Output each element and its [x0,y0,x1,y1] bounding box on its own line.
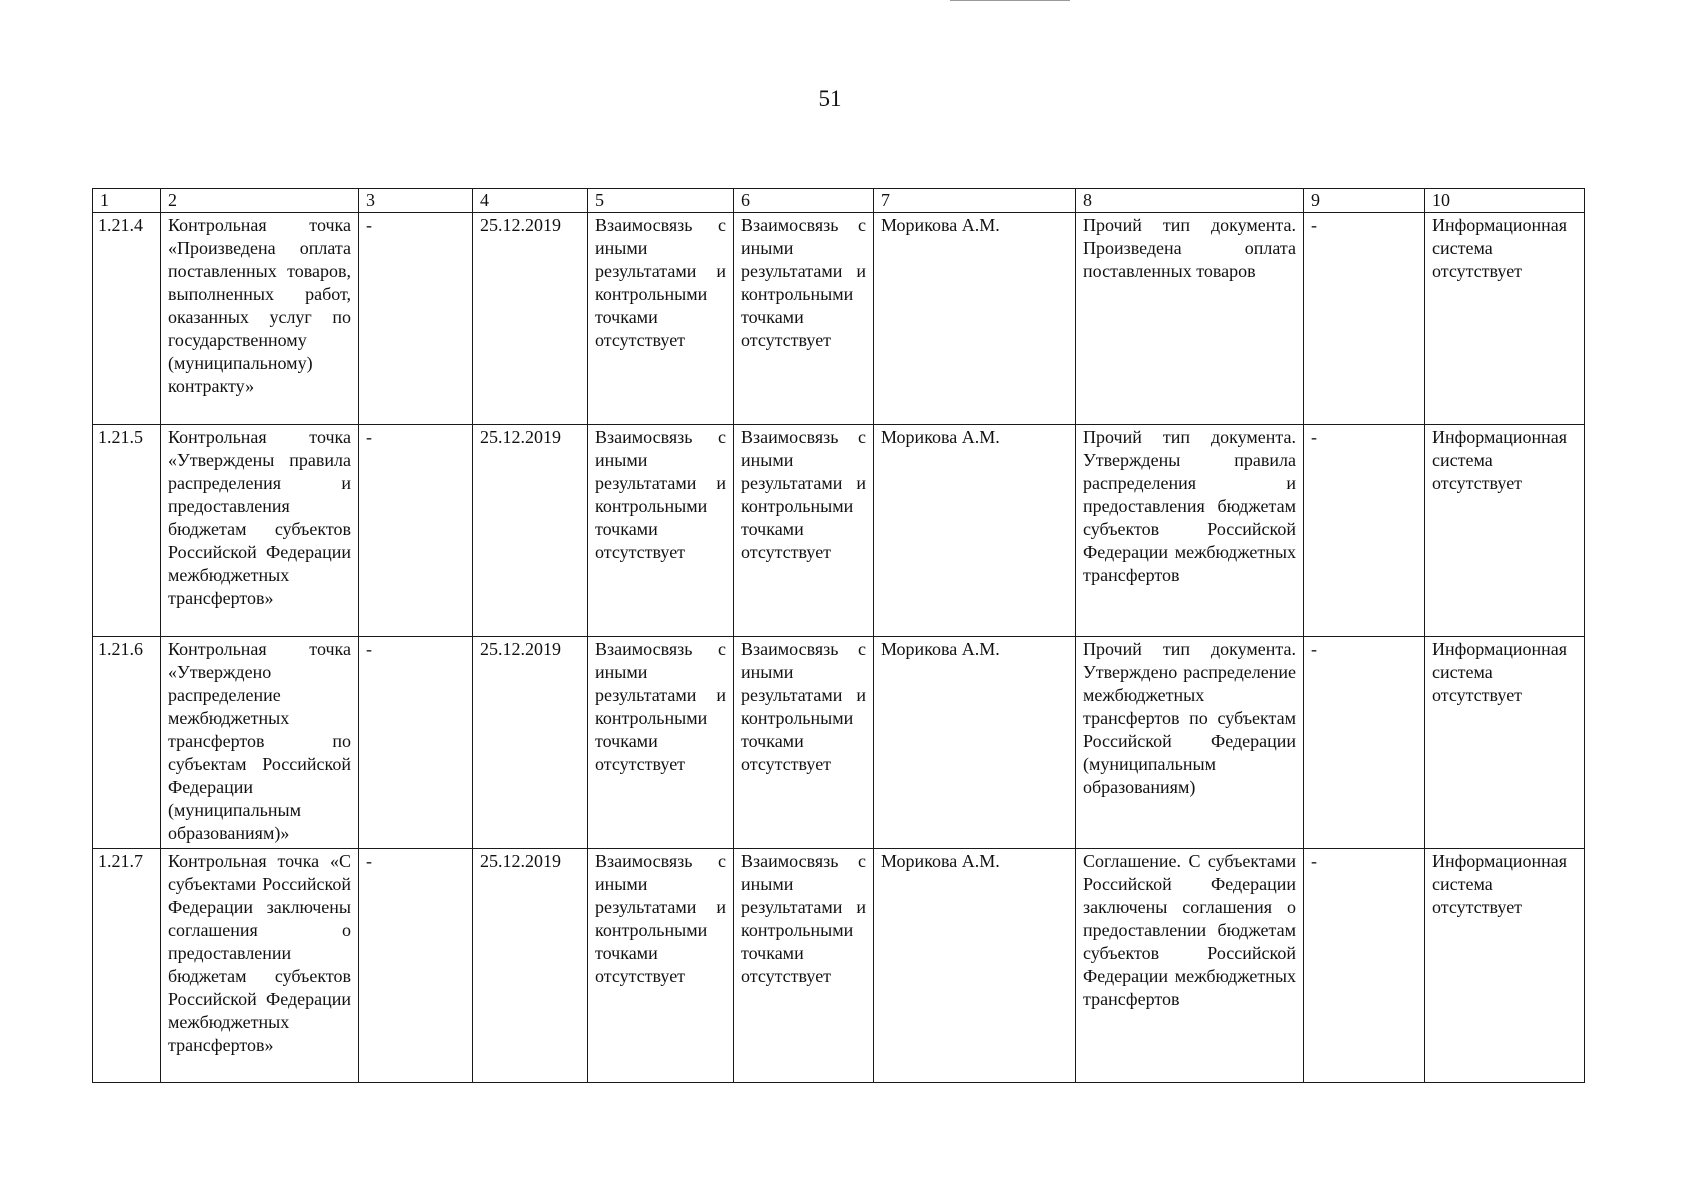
control-point-name: Контрольная точка «С субъектами Российской Федерации заключены соглашения о предоставлении бюджетам субъектов Российской Федерации межбюджетных трансфертов» [161,849,359,1083]
row-number: 1.21.4 [93,213,161,425]
relation-text: Взаимосвязь с иными результатами и контрольными точками отсутствует [588,213,734,425]
responsible-person: Морикова А.М. [874,849,1076,1083]
column-header: 1 [93,189,161,213]
column-header: 3 [359,189,473,213]
column-header: 9 [1304,189,1425,213]
relation-text: Взаимосвязь с иными результатами и контрольными точками отсутствует [588,637,734,849]
info-system: Информационная система отсутствует [1425,213,1585,425]
control-point-name: Контрольная точка «Утверждены правила распределения и предоставления бюджетам субъектов Российской Федерации межбюджетных трансфертов» [161,425,359,637]
deadline-date: 25.12.2019 [473,637,588,849]
cell-col9: - [1304,637,1425,849]
row-number: 1.21.7 [93,849,161,1083]
document-type: Прочий тип документа. Утверждено распределение межбюджетных трансфертов по субъектам Российской Федерации (муниципальным образованиям) [1076,637,1304,849]
control-point-name: Контрольная точка «Утверждено распределение межбюджетных трансфертов по субъектам Российской Федерации (муниципальным образованиям)» [161,637,359,849]
page-number: 51 [818,86,842,111]
deadline-date: 25.12.2019 [473,849,588,1083]
column-header: 7 [874,189,1076,213]
document-type: Соглашение. С субъектами Российской Федерации заключены соглашения о предоставлении бюджетам субъектов Российской Федерации межбюджетных трансфертов [1076,849,1304,1083]
relation-text: Взаимосвязь с иными результатами и контрольными точками отсутствует [734,213,874,425]
control-point-name: Контрольная точка «Произведена оплата поставленных товаров, выполненных работ, оказанных услуг по государственному (муниципальному) контракту» [161,213,359,425]
info-system: Информационная система отсутствует [1425,637,1585,849]
row-number: 1.21.6 [93,637,161,849]
relation-text: Взаимосвязь с иными результатами и контрольными точками отсутствует [734,425,874,637]
cell-col3: - [359,213,473,425]
table-row [93,849,1585,1083]
responsible-person: Морикова А.М. [874,213,1076,425]
table-row [93,637,1585,849]
deadline-date: 25.12.2019 [473,213,588,425]
deadline-date: 25.12.2019 [473,425,588,637]
info-system: Информационная система отсутствует [1425,849,1585,1083]
column-header: 5 [588,189,734,213]
cell-col9: - [1304,213,1425,425]
cell-col3: - [359,849,473,1083]
relation-text: Взаимосвязь с иными результатами и контрольными точками отсутствует [734,849,874,1083]
scan-artifact-line [950,0,1070,1]
column-header: 6 [734,189,874,213]
relation-text: Взаимосвязь с иными результатами и контрольными точками отсутствует [734,637,874,849]
document-type: Прочий тип документа. Утверждены правила распределения и предоставления бюджетам субъектов Российской Федерации межбюджетных трансфертов [1076,425,1304,637]
document-type: Прочий тип документа. Произведена оплата поставленных товаров [1076,213,1304,425]
cell-col3: - [359,637,473,849]
responsible-person: Морикова А.М. [874,637,1076,849]
column-header: 4 [473,189,588,213]
table-body [93,189,1585,1083]
info-system: Информационная система отсутствует [1425,425,1585,637]
table-header-row [93,189,1585,213]
relation-text: Взаимосвязь с иными результатами и контрольными точками отсутствует [588,849,734,1083]
control-points-table [92,188,1585,1083]
column-header: 8 [1076,189,1304,213]
table-row [93,425,1585,637]
row-number: 1.21.5 [93,425,161,637]
responsible-person: Морикова А.М. [874,425,1076,637]
table-row [93,213,1585,425]
column-header: 10 [1425,189,1585,213]
cell-col9: - [1304,425,1425,637]
cell-col9: - [1304,849,1425,1083]
relation-text: Взаимосвязь с иными результатами и контрольными точками отсутствует [588,425,734,637]
column-header: 2 [161,189,359,213]
cell-col3: - [359,425,473,637]
